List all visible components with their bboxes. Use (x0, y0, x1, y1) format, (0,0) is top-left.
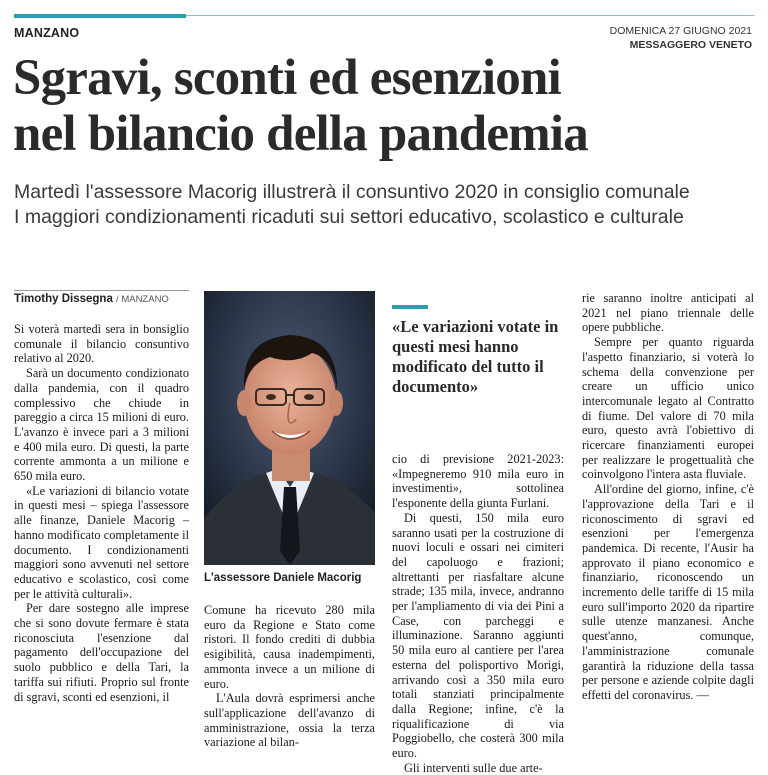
portrait-illustration (204, 291, 375, 565)
author-name: Timothy Dissegna (14, 293, 113, 305)
section-label: MANZANO (14, 26, 80, 40)
paragraph: Gli interventi sulle due arte- (404, 760, 543, 775)
article-column-3 (392, 452, 564, 775)
article-column-4 (582, 291, 754, 703)
headline (13, 50, 753, 162)
paragraph: Si voterà martedì sera in bonsiglio comunale il bilancio consuntivo relativo al 2020. (14, 322, 189, 366)
subhead-line-1: Martedì l'assessore Macorig illustrerà il consuntivo 2020 in consiglio comunale (14, 181, 690, 203)
subheadline (14, 180, 759, 230)
dateline (610, 24, 752, 52)
newspaper-name: MESSAGGERO VENETO (629, 39, 752, 51)
portrait-photo (204, 291, 375, 565)
article-column-2 (204, 603, 375, 750)
headline-line-2: nel bilancio della pandemia (13, 106, 588, 162)
paragraph: «Le variazioni di bilancio votate in questi mesi – spiega l'assessore alle finanze, Daniele Macorig – hanno modificato completamente il documento. I condizionamenti maggiori sono avvenuti nel settore educativo e scolastico, così come per le attività culturali». (14, 483, 189, 601)
photo-caption: L'assessore Daniele Macorig (204, 572, 362, 584)
paragraph: Sarà un documento condizionato dalla pandemia, con il quadro complessivo che chiude in pareggio a circa 15 milioni di euro. L'avanzo è invece pari a 3 milioni e 400 mila euro. Di questi, la parte corrente ammonta a un milione e 650 mila euro. (14, 366, 189, 484)
article-column-1 (14, 322, 189, 704)
paragraph: Di questi, 150 mila euro saranno usati per la costruzione di nuovi loculi e ossari nei cimiteri del capoluogo e frazioni; altrettanti per riasfaltare alcune strade; 135 mila, invece, andranno per l'ampliamento di via dei Pini a Case, con parcheggi e illuminazione. Saranno aggiunti 50 mila euro al cantiere per l'area esterna del polisportivo Morigi, arrivando così a 350 mila euro totali stanziati principalmente dalla Regione; infine, c'è la riqualificazione di via Poggiobello, che costerà 300 mila euro. (392, 510, 564, 761)
pull-quote-accent (392, 305, 428, 309)
byline-place: / MANZANO (116, 294, 169, 305)
headline-line-1: Sgravi, sconti ed esenzioni (13, 50, 561, 106)
pull-quote: «Le variazioni votate in questi mesi hanno modificato del tutto il documento» (392, 317, 559, 396)
paragraph: Sempre per quanto riguarda l'aspetto finanziario, si voterà lo schema della convenzione per creare un ufficio unico intercomunale legato al Contratto di fiume. Del valore di 70 mila euro, questo avrà l'obiettivo di ricercare finanziamenti europei per realizzare le progettualità che coinvolgono l'intera asta fluviale. (582, 335, 754, 482)
subhead-line-2: I maggiori condizionamenti ricaduti sui settori educativo, scolastico e culturale (14, 206, 684, 228)
top-accent-bar (14, 14, 186, 18)
paragraph: Comune ha ricevuto 280 mila euro da Regione e Stato come ristori. Il fondo crediti di dubbia esigibilità, causa inadempimenti, ammonta invece a un milione di euro. (204, 603, 375, 691)
byline-rule (14, 290, 189, 291)
paragraph: rie saranno inoltre anticipati al 2021 nel piano triennale delle opere pubbliche. (582, 291, 754, 335)
publication-date: DOMENICA 27 GIUGNO 2021 (609, 25, 752, 37)
byline (14, 293, 169, 305)
paragraph: Per dare sostegno alle imprese che si sono dovute fermare è stata riconosciuta l'esenzione dal pagamento dell'occupazione del suolo pubblico e della Tari, la tariffa sui rifiuti. Proprio sul fronte di sgravi, sconti ed esenzioni, il (14, 601, 189, 704)
paragraph: L'Aula dovrà esprimersi anche sull'applicazione dell'avanzo di amministrazione, ossia la terza variazione al bilan- (204, 691, 375, 750)
paragraph: All'ordine del giorno, infine, c'è l'approvazione della Tari e il riconoscimento di sgravi ed esenzioni per l'emergenza pandemica. Di recente, l'Ausir ha approvato il piano economico e finanziario, riconoscendo un incremento delle tariffe di 15 mila euro sull'importo 2020 da ripartire sulle utenze manzanesi. Anche quest'anno, comunque, l'amministrazione comunale garantirà la riduzione della tassa per persone e aziende colpite dagli effetti del coronavirus. — (582, 482, 754, 702)
paragraph: cio di previsione 2021-2023: «Impegneremo 910 mila euro in investimenti», sottolinea l'esponente della giunta Furlani. (392, 452, 564, 511)
top-rule (186, 15, 754, 16)
